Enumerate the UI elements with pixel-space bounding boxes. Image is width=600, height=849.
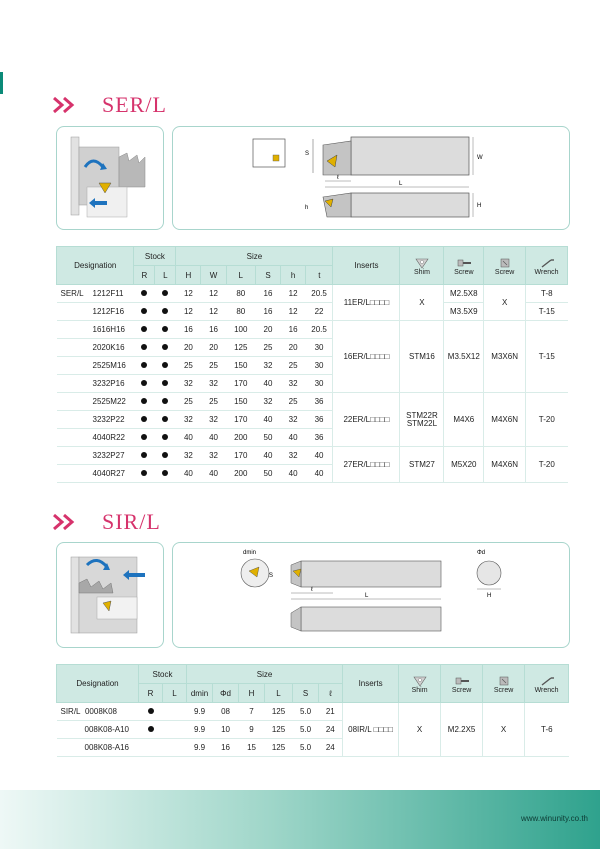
section-title-text: SER/L — [102, 92, 167, 117]
screw-cell: M3.5X12 — [444, 321, 484, 393]
internal-threading-illustration — [57, 543, 163, 647]
wrench-cell: T-15 — [526, 303, 568, 321]
stock-dot — [141, 308, 147, 314]
designation: 3232P22 — [57, 411, 134, 429]
table-row: 3232P16 32 32 170 40 32 30 — [57, 375, 568, 393]
series-label: SER/L — [60, 289, 84, 298]
sir-dimension-diagram — [172, 542, 570, 648]
table-row: 3232P22 32 32 170 40 32 36 — [57, 411, 568, 429]
screw2-cell: X — [483, 703, 525, 757]
wrench-icon — [539, 675, 555, 687]
stock-dot — [162, 398, 168, 404]
shim-cell: X — [400, 285, 444, 321]
col-l: L — [155, 266, 176, 285]
col-designation: Designation — [57, 665, 139, 703]
sir-application-diagram — [56, 542, 164, 648]
col-stock: Stock — [139, 665, 187, 684]
stock-dot — [141, 416, 147, 422]
col-size-0: dmin — [187, 684, 213, 703]
col-size-0: H — [176, 266, 201, 285]
table-row: 2525M22 25 25 150 32 25 36 22ER/L□□□□ STM22R STM22L M4X6 M4X6N T-20 — [57, 393, 568, 411]
col-screw-1: Screw — [444, 247, 484, 285]
col-designation: Designation — [57, 247, 134, 285]
col-size-3: L — [265, 684, 293, 703]
insert-cell: 16ER/L□□□□ — [333, 321, 400, 393]
section-title-ser — [52, 92, 167, 118]
col-screw-2: Screw — [484, 247, 526, 285]
designation: 4040R27 — [57, 465, 134, 483]
wrench-cell: T-20 — [526, 393, 568, 447]
table-row: 3232P27 32 32 170 40 32 40 27ER/L□□□□ STM27 M5X20 M4X6N T-20 — [57, 447, 568, 465]
footer-band — [0, 790, 600, 849]
col-size-4: h — [281, 266, 306, 285]
table-row: 1616H16 16 16 100 20 16 20.5 16ER/L□□□□ STM16 M3.5X12 M3X6N T-15 — [57, 321, 568, 339]
stock-dot — [162, 470, 168, 476]
table-row: 4040R22 40 40 200 50 40 36 — [57, 429, 568, 447]
wrench-cell: T-15 — [526, 321, 568, 393]
stock-dot — [162, 362, 168, 368]
stock-dot — [141, 362, 147, 368]
stock-dot — [141, 470, 147, 476]
ser-holder-drawing — [173, 127, 569, 229]
dim-label-s: S — [305, 151, 310, 157]
designation: 2020K16 — [57, 339, 134, 357]
screw-icon — [454, 675, 470, 687]
dim-label-l-small: ℓ — [311, 587, 313, 593]
section-title-sir — [52, 509, 161, 535]
screw-icon — [456, 257, 472, 269]
screw-cell: M5X20 — [444, 447, 484, 483]
col-wrench: Wrench — [525, 665, 569, 703]
designation: 3232P16 — [57, 375, 134, 393]
col-l: L — [163, 684, 187, 703]
stock-dot — [141, 398, 147, 404]
stock-dot — [141, 380, 147, 386]
screw-cell: M2.5X8 — [444, 285, 484, 303]
dim-label-dmin: dmin — [243, 550, 257, 556]
shim-icon — [414, 257, 430, 269]
screw2-cell: M4X6N — [484, 393, 526, 447]
wrench-cell: T-6 — [525, 703, 569, 757]
table-row: 2525M16 25 25 150 32 25 30 — [57, 357, 568, 375]
dim-label-l: L — [399, 181, 403, 187]
wrench-cell: T-8 — [526, 285, 568, 303]
col-size-1: Φd — [213, 684, 239, 703]
stock-dot — [148, 708, 154, 714]
sir-spec-table — [56, 664, 569, 757]
stock-dot — [141, 326, 147, 332]
col-size-3: S — [255, 266, 280, 285]
dim-label-w: W — [477, 155, 483, 161]
designation: 1212F11 — [92, 289, 124, 298]
col-screw-2: Screw — [483, 665, 525, 703]
col-size-2: L — [226, 266, 255, 285]
col-r: R — [134, 266, 155, 285]
dim-label-h: H — [477, 203, 482, 209]
footer-website[interactable]: www.winunity.co.th — [521, 814, 588, 823]
screw-cell: M3.5X9 — [444, 303, 484, 321]
designation: 0008K08 — [84, 707, 117, 716]
stock-dot — [162, 416, 168, 422]
table-row: 008K08-A10 9.9 10 9 125 5.0 24 — [57, 721, 569, 739]
designation: 1616H16 — [57, 321, 134, 339]
stock-dot — [162, 308, 168, 314]
double-chevron-icon — [52, 513, 80, 531]
stock-dot — [162, 344, 168, 350]
stock-dot — [141, 290, 147, 296]
col-size: Size — [176, 247, 333, 266]
col-size: Size — [187, 665, 343, 684]
dim-label-h: H — [487, 593, 492, 599]
section-title-text: SIR/L — [102, 509, 161, 534]
designation: 008K08-A10 — [57, 721, 139, 739]
ser-dimension-diagram — [172, 126, 570, 230]
insert-cell: 22ER/L□□□□ — [333, 393, 400, 447]
table-row: 1212F16 12 12 80 16 12 22 M3.5X9 T-15 — [57, 303, 568, 321]
stock-dot — [162, 434, 168, 440]
col-wrench: Wrench — [526, 247, 568, 285]
shim-cell: STM16 — [400, 321, 444, 393]
col-inserts: Inserts — [343, 665, 399, 703]
screw-cell: M2.2X5 — [441, 703, 483, 757]
dim-label-l-small: ℓ — [337, 175, 339, 181]
wrench-cell: T-20 — [526, 447, 568, 483]
dim-label-l: L — [365, 593, 369, 599]
designation: 2525M16 — [57, 357, 134, 375]
col-inserts: Inserts — [333, 247, 400, 285]
dim-label-s: S — [269, 573, 274, 579]
stock-dot — [162, 380, 168, 386]
ser-application-diagram — [56, 126, 164, 230]
insert-cell: 11ER/L□□□□ — [333, 285, 400, 321]
insert-cell: 08IR/L □□□□ — [343, 703, 399, 757]
shim-screw-icon — [496, 675, 512, 687]
screw2-cell: X — [484, 285, 526, 321]
series-label: SIR/L — [60, 707, 81, 716]
designation: 008K08-A16 — [57, 739, 139, 757]
page-edge-accent — [0, 72, 3, 94]
screw-cell: M4X6 — [444, 393, 484, 447]
stock-dot — [162, 326, 168, 332]
shim-cell: STM27 — [400, 447, 444, 483]
table-row: 2020K16 20 20 125 25 20 30 — [57, 339, 568, 357]
shim-icon — [412, 675, 428, 687]
col-size-5: t — [306, 266, 333, 285]
screw2-cell: M4X6N — [484, 447, 526, 483]
shim-cell: X — [399, 703, 441, 757]
designation: 3232P27 — [57, 447, 134, 465]
designation: 4040R22 — [57, 429, 134, 447]
stock-dot — [141, 452, 147, 458]
col-stock: Stock — [134, 247, 176, 266]
external-threading-illustration — [57, 127, 163, 229]
dim-label-phi-d: Φd — [477, 550, 486, 556]
table-row: 4040R27 40 40 200 50 40 40 — [57, 465, 568, 483]
col-size-4: S — [293, 684, 319, 703]
double-chevron-icon — [52, 96, 80, 114]
insert-cell: 27ER/L□□□□ — [333, 447, 400, 483]
col-screw-1: Screw — [441, 665, 483, 703]
dim-label-h-small: h — [305, 205, 309, 211]
stock-dot — [148, 726, 154, 732]
ser-spec-table — [56, 246, 568, 483]
col-size-5: ℓ — [319, 684, 343, 703]
col-shim: Shim — [399, 665, 441, 703]
col-shim: Shim — [400, 247, 444, 285]
col-size-2: H — [239, 684, 265, 703]
shim-cell: STM22R STM22L — [400, 393, 444, 447]
designation: 2525M22 — [57, 393, 134, 411]
col-r: R — [139, 684, 163, 703]
stock-dot — [162, 452, 168, 458]
stock-dot — [162, 290, 168, 296]
col-size-1: W — [201, 266, 226, 285]
shim-screw-icon — [497, 257, 513, 269]
stock-dot — [141, 434, 147, 440]
screw2-cell: M3X6N — [484, 321, 526, 393]
designation: 1212F16 — [57, 303, 134, 321]
table-row: SER/L 1212F11 12 12 80 16 12 20.5 11ER/L□□□□ X M2.5X8 X T-8 — [57, 285, 568, 303]
stock-dot — [141, 344, 147, 350]
table-row: SIR/L 0008K08 9.9 08 7 125 5.0 21 08IR/L □□□□ X M2.2X5 X T-6 — [57, 703, 569, 721]
sir-boring-bar-drawing — [173, 543, 569, 647]
table-row: 008K08-A16 9.9 16 15 125 5.0 24 — [57, 739, 569, 757]
wrench-icon — [539, 257, 555, 269]
